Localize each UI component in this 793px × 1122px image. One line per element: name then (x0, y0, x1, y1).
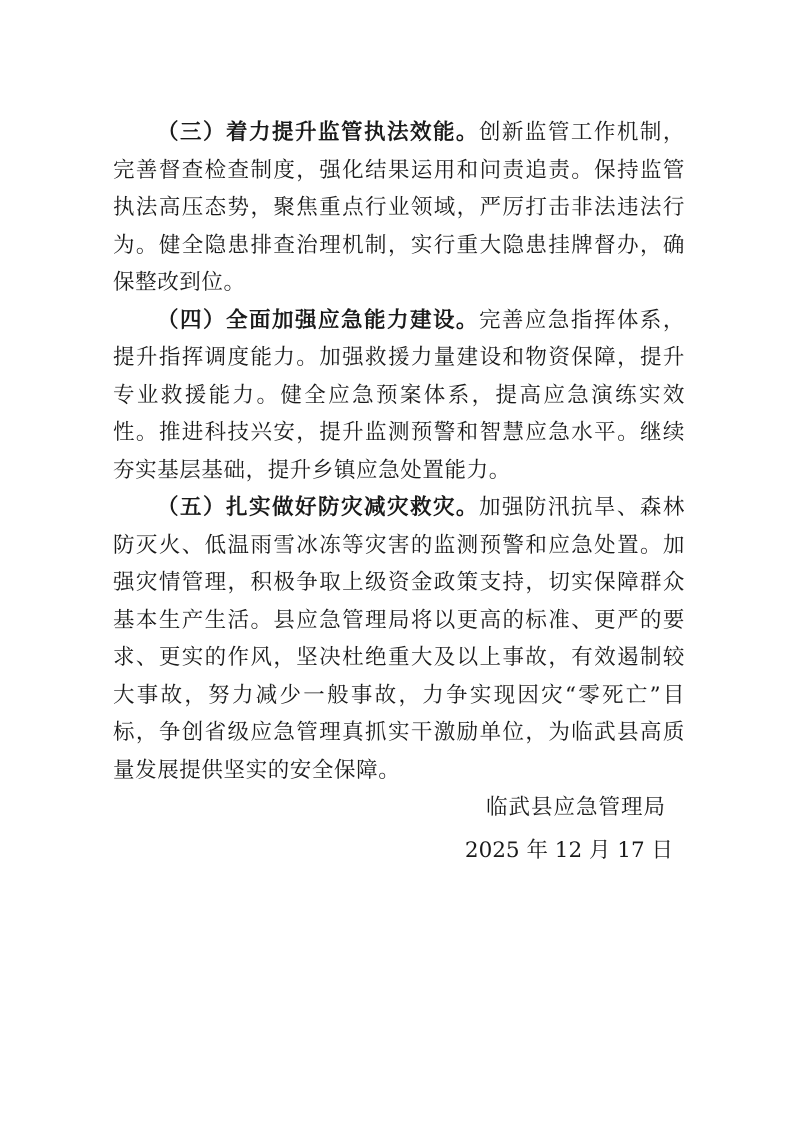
paragraph-text: 加强防汛抗旱、森林防灭火、低温雨雪冰冻等灾害的监测预警和应急处置。加强灾情管理，积极争取上级资金政策支持，切实保障群众基本生产生活。县应急管理局将以更高的标准、更严的要求、更实的作风，坚决杜绝重大及以上事故，有效遏制较大事故，努力减少一般事故，力争实现因灾“零死亡”目标，争创省级应急管理真抓实干激励单位，为临武县高质量发展提供坚实的安全保障。 (113, 495, 685, 783)
paragraph-emergency-capacity (113, 302, 685, 490)
paragraph-text: 完善应急指挥体系，提升指挥调度能力。加强救援力量建设和物资保障，提升专业救援能力。健全应急预案体系，提高应急演练实效性。推进科技兴安，提升监测预警和智慧应急水平。继续夯实基层基础，提升乡镇应急处置能力。 (113, 307, 685, 483)
paragraph-heading: （四）全面加强应急能力建设。 (157, 307, 479, 333)
paragraph-disaster-prevention (113, 489, 685, 789)
paragraph-text: 创新监管工作机制，完善督查检查制度，强化结果运用和问责追责。保持监管执法高压态势，聚焦重点行业领域，严厉打击非法违法行为。健全隐患排查治理机制，实行重大隐患挂牌督办，确保整改到位。 (113, 120, 685, 295)
paragraph-supervision (113, 114, 685, 302)
signature-block (465, 789, 673, 869)
issuing-organization: 临武县应急管理局 (485, 795, 666, 820)
issue-date: 2025 年 12 月 17 日 (464, 837, 673, 863)
document-body (113, 114, 685, 789)
paragraph-heading: （三）着力提升监管执法效能。 (157, 120, 479, 145)
paragraph-heading: （五）扎实做好防灾减灾救灾。 (157, 495, 479, 520)
